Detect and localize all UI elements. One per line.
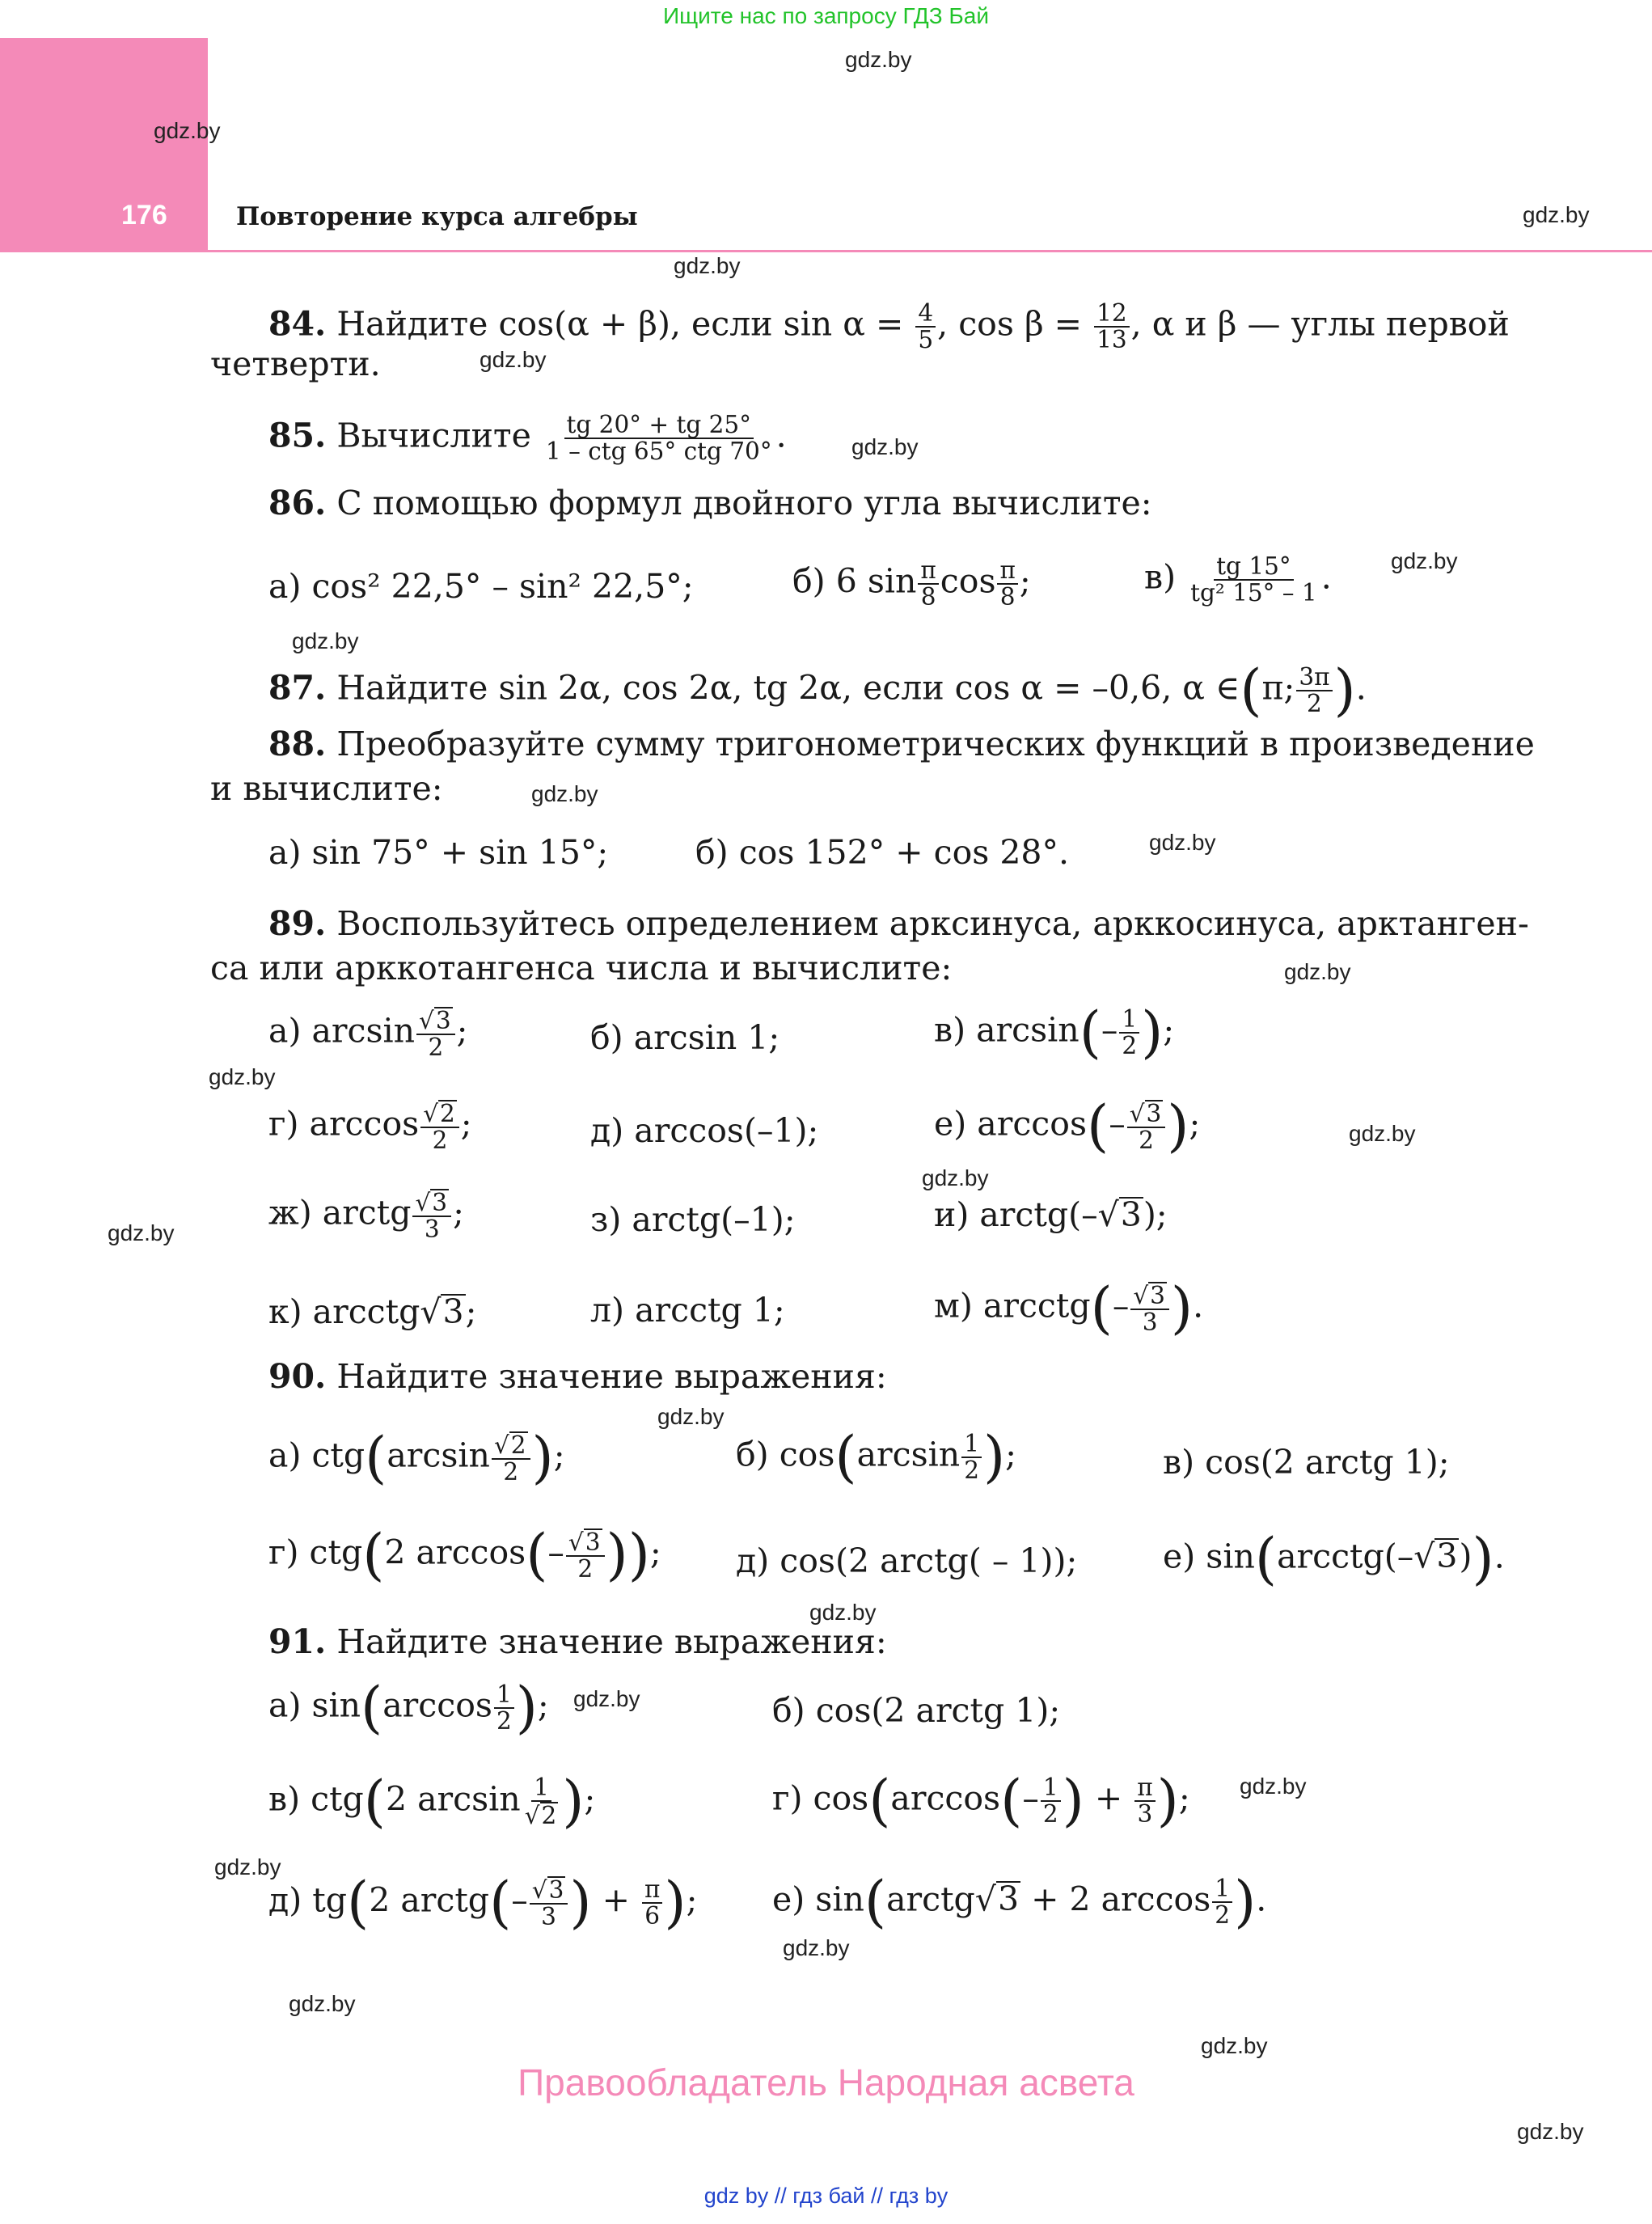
watermark: gdz.by xyxy=(1517,2119,1584,2144)
problem-89-z: з) arctg(–1); xyxy=(590,1200,796,1239)
problem-91-v: в) ctg(2 arcsin $\frac{1}{√2}$ ); xyxy=(268,1769,596,1835)
problem-89-k: к) arcctg√3; xyxy=(268,1292,477,1331)
problem-87: 87. Найдите sin 2α, cos 2α, tg 2α, если cos α = –0,6, α ∈(π; $\frac{3\pi}{2}$ ). xyxy=(268,657,1367,724)
fraction: $\frac{4}{5}$ xyxy=(915,301,936,353)
problem-88-b: б) cos 152° + cos 28°. xyxy=(695,833,1070,872)
fraction: $\frac{tg 20^\circ + tg 25^\circ}{\text{1 – ctg 65° ctg 70°}}$ xyxy=(545,411,772,465)
problem-89-cont: са или арккотангенса числа и вычислите: xyxy=(210,949,953,987)
watermark: gdz.by xyxy=(480,347,547,372)
problem-89-a: а) arcsin $\frac{√3}{2}$ ; xyxy=(268,1007,468,1061)
problem-91-a: а) sin(arccos $\frac{1}{2}$ ); xyxy=(268,1675,549,1741)
watermark: gdz.by xyxy=(1201,2033,1268,2058)
problem-86-a: а) cos² 22,5° – sin² 22,5°; xyxy=(268,567,694,606)
problem-91: 91. Найдите значение выражения: xyxy=(268,1622,887,1661)
problem-89-l: л) arcctg 1; xyxy=(590,1291,785,1330)
watermark: gdz.by xyxy=(845,47,912,72)
top-ad-banner[interactable]: Ищите нас по запросу ГДЗ Бай xyxy=(662,3,990,28)
watermark: gdz.by xyxy=(292,628,359,653)
watermark: gdz.by xyxy=(851,434,919,459)
problem-84: 84. Найдите cos(α + β), если sin α = $\frac{4}{5}$ , cos β = $\frac{12}{13}$ , α и β — углы первой xyxy=(268,299,1510,353)
copyright-owner: Правообладатель Народная асвета xyxy=(518,2061,1134,2103)
problem-89-zh: ж) arctg $\frac{√3}{3}$ ; xyxy=(268,1189,464,1243)
watermark: gdz.by xyxy=(657,1404,725,1429)
problem-88-cont: и вычислите: xyxy=(210,769,443,808)
fraction: $\frac{3\pi}{2}$ xyxy=(1296,665,1332,717)
problem-90-v: в) cos(2 arctg 1); xyxy=(1163,1443,1450,1482)
fraction: $\frac{tg 15^\circ}{\text{tg² 15° – 1}}$ xyxy=(1190,552,1317,607)
fraction: $\frac{\pi}{8}$ xyxy=(997,558,1017,610)
footer-links[interactable]: gdz by // гдз бай // гдз by xyxy=(703,2184,949,2208)
watermark: gdz.by xyxy=(154,118,221,143)
problem-90-g: г) ctg(2 arccos(– $\frac{√3}{2}$ )); xyxy=(268,1522,661,1588)
exercise-list xyxy=(210,0,1535,2224)
problem-89-e: е) arccos(– $\frac{√3}{2}$ ); xyxy=(934,1093,1201,1160)
problem-86-c: в) $\frac{tg 15^\circ}{\text{tg² 15° – 1}}$ . xyxy=(1144,552,1332,607)
problem-84-cont: четверти. xyxy=(210,345,381,383)
watermark: gdz.by xyxy=(674,253,741,278)
watermark: gdz.by xyxy=(1523,202,1590,227)
problem-90-b: б) cos(arcsin $\frac{1}{2}$ ); xyxy=(736,1424,1016,1490)
problem-89-v: в) arcsin(– $\frac{1}{2}$ ); xyxy=(934,1000,1175,1066)
watermark: gdz.by xyxy=(214,1854,281,1879)
watermark: gdz.by xyxy=(922,1165,989,1190)
problem-89-b: б) arcsin 1; xyxy=(590,1018,780,1057)
problem-91-b: б) cos(2 arctg 1); xyxy=(772,1691,1061,1730)
problem-90-d: д) cos(2 arctg( – 1)); xyxy=(736,1541,1078,1580)
watermark: gdz.by xyxy=(1391,548,1458,573)
problem-89: 89. Воспользуйтесь определением арксинуса, арккосинуса, арктанген- xyxy=(268,904,1529,943)
problem-91-e: е) sin(arctg√3 + 2 arccos $\frac{1}{2}$ ). xyxy=(772,1869,1267,1935)
problem-85: 85. Вычислите $\frac{tg 20^\circ + tg 25^\circ}{\text{1 – ctg 65° ctg 70°}}$ . xyxy=(268,411,787,465)
watermark: gdz.by xyxy=(289,1991,356,2016)
problem-88: 88. Преобразуйте сумму тригонометрических функций в произведение xyxy=(268,725,1535,763)
page-number-block xyxy=(0,38,208,252)
problem-91-g: г) cos(arccos(– $\frac{1}{2}$ ) + $\frac{\pi}{3}$ ); xyxy=(772,1768,1190,1834)
fraction: $\frac{12}{13}$ xyxy=(1094,301,1130,353)
watermark: gdz.by xyxy=(531,781,598,806)
watermark: gdz.by xyxy=(108,1220,175,1245)
watermark: gdz.by xyxy=(573,1686,640,1711)
problem-86: 86. С помощью формул двойного угла вычислите: xyxy=(268,484,1152,522)
problem-89-d: д) arccos(–1); xyxy=(590,1111,819,1150)
watermark: gdz.by xyxy=(783,1935,850,1960)
watermark: gdz.by xyxy=(1284,959,1351,984)
problem-90-e: е) sin(arcctg(–√3)). xyxy=(1163,1526,1505,1592)
watermark: gdz.by xyxy=(209,1064,276,1089)
problem-90-a: а) ctg(arcsin $\frac{√2}{2}$ ); xyxy=(268,1425,565,1491)
page-number: 176 xyxy=(121,200,167,230)
fraction: $\frac{\pi}{8}$ xyxy=(918,558,938,610)
running-head: Повторение курса алгебры xyxy=(236,202,638,231)
watermark: gdz.by xyxy=(1149,830,1216,855)
problem-89-m: м) arcctg(– $\frac{√3}{3}$ ). xyxy=(934,1275,1204,1342)
problem-90: 90. Найдите значение выражения: xyxy=(268,1357,887,1396)
problem-89-i: и) arctg(–√3); xyxy=(934,1195,1168,1234)
problem-86-b: б) 6 sin $\frac{\pi}{8}$ cos $\frac{\pi}{8}$ ; xyxy=(792,556,1031,611)
watermark: gdz.by xyxy=(1240,1774,1307,1799)
watermark: gdz.by xyxy=(1349,1121,1416,1146)
watermark: gdz.by xyxy=(809,1600,877,1625)
problem-89-g: г) arccos $\frac{√2}{2}$ ; xyxy=(268,1100,472,1154)
problem-91-d: д) tg(2 arctg(– $\frac{√3}{3}$ ) + $\frac{\pi}{6}$ ); xyxy=(268,1870,698,1936)
problem-88-a: а) sin 75° + sin 15°; xyxy=(268,833,609,872)
